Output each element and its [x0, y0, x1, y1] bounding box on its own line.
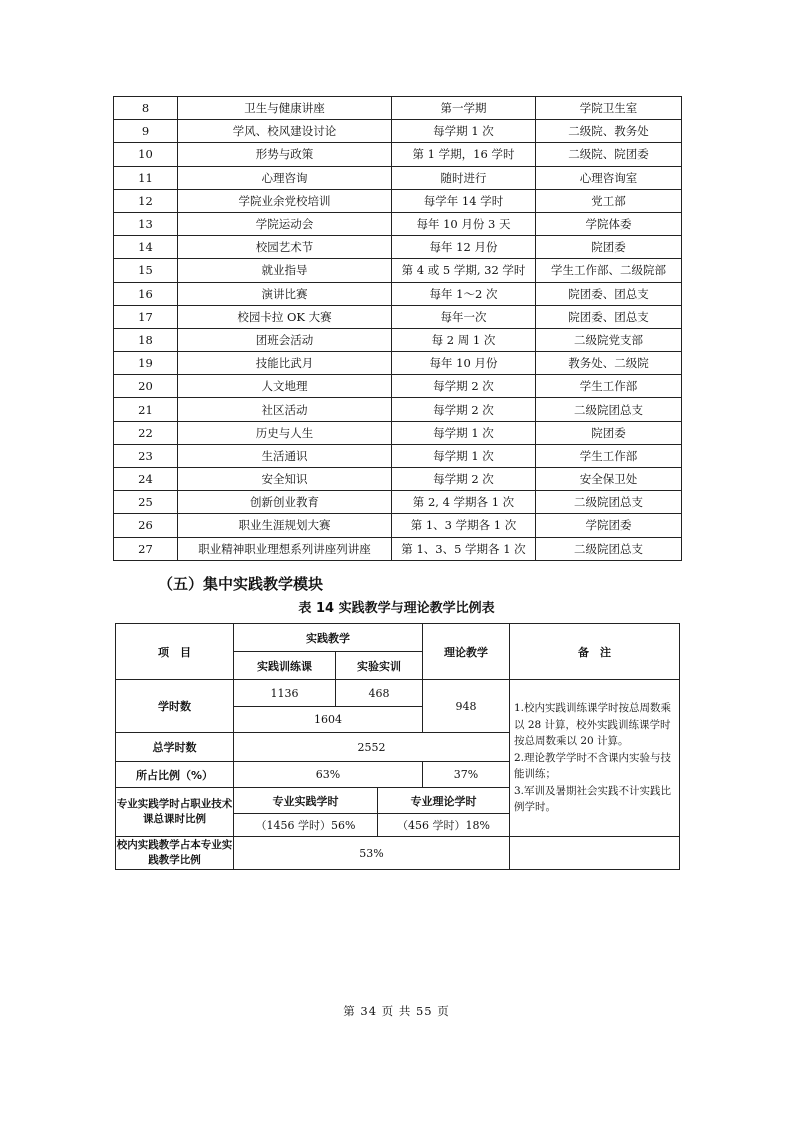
activity-organizer: 二级院团总支 [536, 398, 682, 421]
section-heading: （五）集中实践教学模块 [158, 575, 324, 593]
activity-organizer: 学院卫生室 [536, 97, 682, 120]
table-row [114, 398, 682, 421]
activity-time: 第 2, 4 学期各 1 次 [392, 491, 536, 514]
activity-organizer: 二级院团总支 [536, 491, 682, 514]
activity-organizer: 二级院、院团委 [536, 143, 682, 166]
activity-number: 13 [114, 212, 178, 235]
activity-name: 形势与政策 [178, 143, 392, 166]
activity-organizer: 院团委、团总支 [536, 305, 682, 328]
activity-time: 每学期 1 次 [392, 421, 536, 444]
activity-time: 随时进行 [392, 166, 536, 189]
activity-organizer: 学院体委 [536, 212, 682, 235]
activities-table-body [114, 97, 682, 561]
major-practice-label: 专业实践学时 [234, 788, 378, 814]
activity-organizer: 学生工作部 [536, 375, 682, 398]
activity-time: 每年一次 [392, 305, 536, 328]
practice-ratio-table [115, 623, 680, 870]
activity-number: 12 [114, 189, 178, 212]
activity-time: 第 1 学期，16 学时 [392, 143, 536, 166]
activity-organizer: 党工部 [536, 189, 682, 212]
activity-name: 学院运动会 [178, 212, 392, 235]
table-row [114, 143, 682, 166]
remark-notes [510, 680, 680, 837]
activity-number: 15 [114, 259, 178, 282]
header-lab: 实验实训 [336, 652, 423, 680]
table-row [114, 468, 682, 491]
table-row [114, 189, 682, 212]
campus-ratio-remark-empty [510, 837, 680, 870]
activity-time: 第一学期 [392, 97, 536, 120]
table-row [114, 236, 682, 259]
note-1: 1.校内实践训练课学时按总周数乘以 28 计算，校外实践训练课学时按总周数乘以 20 计算。 [514, 702, 672, 747]
activity-number: 22 [114, 421, 178, 444]
practice-ratio: 63% [234, 762, 423, 788]
activity-time: 每学期 2 次 [392, 375, 536, 398]
campus-ratio: 53% [234, 837, 510, 870]
table-row [114, 328, 682, 351]
activity-name: 卫生与健康讲座 [178, 97, 392, 120]
activity-time: 每学期 2 次 [392, 468, 536, 491]
activity-time: 每年 10 月份 3 天 [392, 212, 536, 235]
activity-name: 学院业余党校培训 [178, 189, 392, 212]
major-ratio-label: 专业实践学时占职业技术课总课时比例 [116, 788, 234, 837]
table-row [114, 259, 682, 282]
table-row [114, 375, 682, 398]
activity-organizer: 二级院党支部 [536, 328, 682, 351]
activity-number: 24 [114, 468, 178, 491]
activity-number: 9 [114, 120, 178, 143]
activity-number: 26 [114, 514, 178, 537]
activity-name: 历史与人生 [178, 421, 392, 444]
activity-number: 17 [114, 305, 178, 328]
activity-name: 团班会活动 [178, 328, 392, 351]
activity-organizer: 学生工作部 [536, 444, 682, 467]
activity-number: 23 [114, 444, 178, 467]
activity-name: 技能比武月 [178, 352, 392, 375]
activity-number: 16 [114, 282, 178, 305]
table-row [114, 537, 682, 560]
activity-name: 就业指导 [178, 259, 392, 282]
activity-organizer: 心理咨询室 [536, 166, 682, 189]
activity-name: 生活通识 [178, 444, 392, 467]
activity-name: 职业生涯规划大赛 [178, 514, 392, 537]
theory-hours: 948 [423, 680, 510, 733]
header-remark: 备 注 [510, 624, 680, 680]
table-row [114, 352, 682, 375]
activity-number: 8 [114, 97, 178, 120]
activity-time: 每学期 1 次 [392, 444, 536, 467]
activity-time: 每学期 2 次 [392, 398, 536, 421]
activity-organizer: 安全保卫处 [536, 468, 682, 491]
activity-name: 校园卡拉 OK 大赛 [178, 305, 392, 328]
activity-name: 演讲比赛 [178, 282, 392, 305]
table-row [114, 97, 682, 120]
activity-organizer: 教务处、二级院 [536, 352, 682, 375]
activity-time: 每年 1～2 次 [392, 282, 536, 305]
activity-organizer: 院团委 [536, 236, 682, 259]
hours-label: 学时数 [116, 680, 234, 733]
activity-number: 11 [114, 166, 178, 189]
training-hours: 1136 [234, 680, 336, 707]
major-practice-value: （1456 学时）56% [234, 814, 378, 837]
activity-time: 第 1、3、5 学期各 1 次 [392, 537, 536, 560]
theory-ratio: 37% [423, 762, 510, 788]
activity-time: 每学年 14 学时 [392, 189, 536, 212]
major-theory-value: （456 学时）18% [378, 814, 510, 837]
campus-ratio-label: 校内实践教学占本专业实践教学比例 [116, 837, 234, 870]
note-2: 2.理论教学学时不含课内实验与技能训练； [514, 751, 672, 780]
activity-time: 每年 12 月份 [392, 236, 536, 259]
activity-number: 20 [114, 375, 178, 398]
table-row [114, 305, 682, 328]
table-row [114, 421, 682, 444]
table-row [114, 212, 682, 235]
activity-name: 校园艺术节 [178, 236, 392, 259]
page-number: 第 34 页 共 55 页 [343, 1004, 450, 1018]
activity-number: 18 [114, 328, 178, 351]
practice-total-hours: 1604 [234, 707, 423, 733]
activity-name: 人文地理 [178, 375, 392, 398]
activity-organizer: 院团委、团总支 [536, 282, 682, 305]
table-row [114, 120, 682, 143]
activity-time: 第 4 或 5 学期, 32 学时 [392, 259, 536, 282]
note-3: 3.军训及暑期社会实践不计实践比例学时。 [514, 784, 672, 813]
total-hours-label: 总学时数 [116, 733, 234, 762]
activity-time: 每年 10 月份 [392, 352, 536, 375]
activity-time: 第 1、3 学期各 1 次 [392, 514, 536, 537]
activity-name: 学风、校风建设讨论 [178, 120, 392, 143]
activity-organizer: 学院团委 [536, 514, 682, 537]
activities-table [113, 96, 682, 561]
activity-organizer: 院团委 [536, 421, 682, 444]
activity-name: 社区活动 [178, 398, 392, 421]
header-practice: 实践教学 [234, 624, 423, 652]
activity-number: 14 [114, 236, 178, 259]
activity-number: 19 [114, 352, 178, 375]
activity-time: 每 2 周 1 次 [392, 328, 536, 351]
activity-number: 21 [114, 398, 178, 421]
activity-name: 创新创业教育 [178, 491, 392, 514]
header-item: 项 目 [116, 624, 234, 680]
table-row [114, 444, 682, 467]
header-theory: 理论教学 [423, 624, 510, 680]
activity-organizer: 二级院团总支 [536, 537, 682, 560]
table-row [114, 166, 682, 189]
table-caption: 表 14 实践教学与理论教学比例表 [298, 601, 495, 616]
table-row [114, 491, 682, 514]
total-hours: 2552 [234, 733, 510, 762]
ratio-label: 所占比例（%） [116, 762, 234, 788]
activity-organizer: 学生工作部、二级院部 [536, 259, 682, 282]
activity-organizer: 二级院、教务处 [536, 120, 682, 143]
header-training: 实践训练课 [234, 652, 336, 680]
activity-name: 安全知识 [178, 468, 392, 491]
activity-time: 每学期 1 次 [392, 120, 536, 143]
table-row [114, 282, 682, 305]
activity-number: 27 [114, 537, 178, 560]
activity-number: 25 [114, 491, 178, 514]
activity-name: 心理咨询 [178, 166, 392, 189]
activity-number: 10 [114, 143, 178, 166]
lab-hours: 468 [336, 680, 423, 707]
table-row [114, 514, 682, 537]
activity-name: 职业精神职业理想系列讲座列讲座 [178, 537, 392, 560]
major-theory-label: 专业理论学时 [378, 788, 510, 814]
